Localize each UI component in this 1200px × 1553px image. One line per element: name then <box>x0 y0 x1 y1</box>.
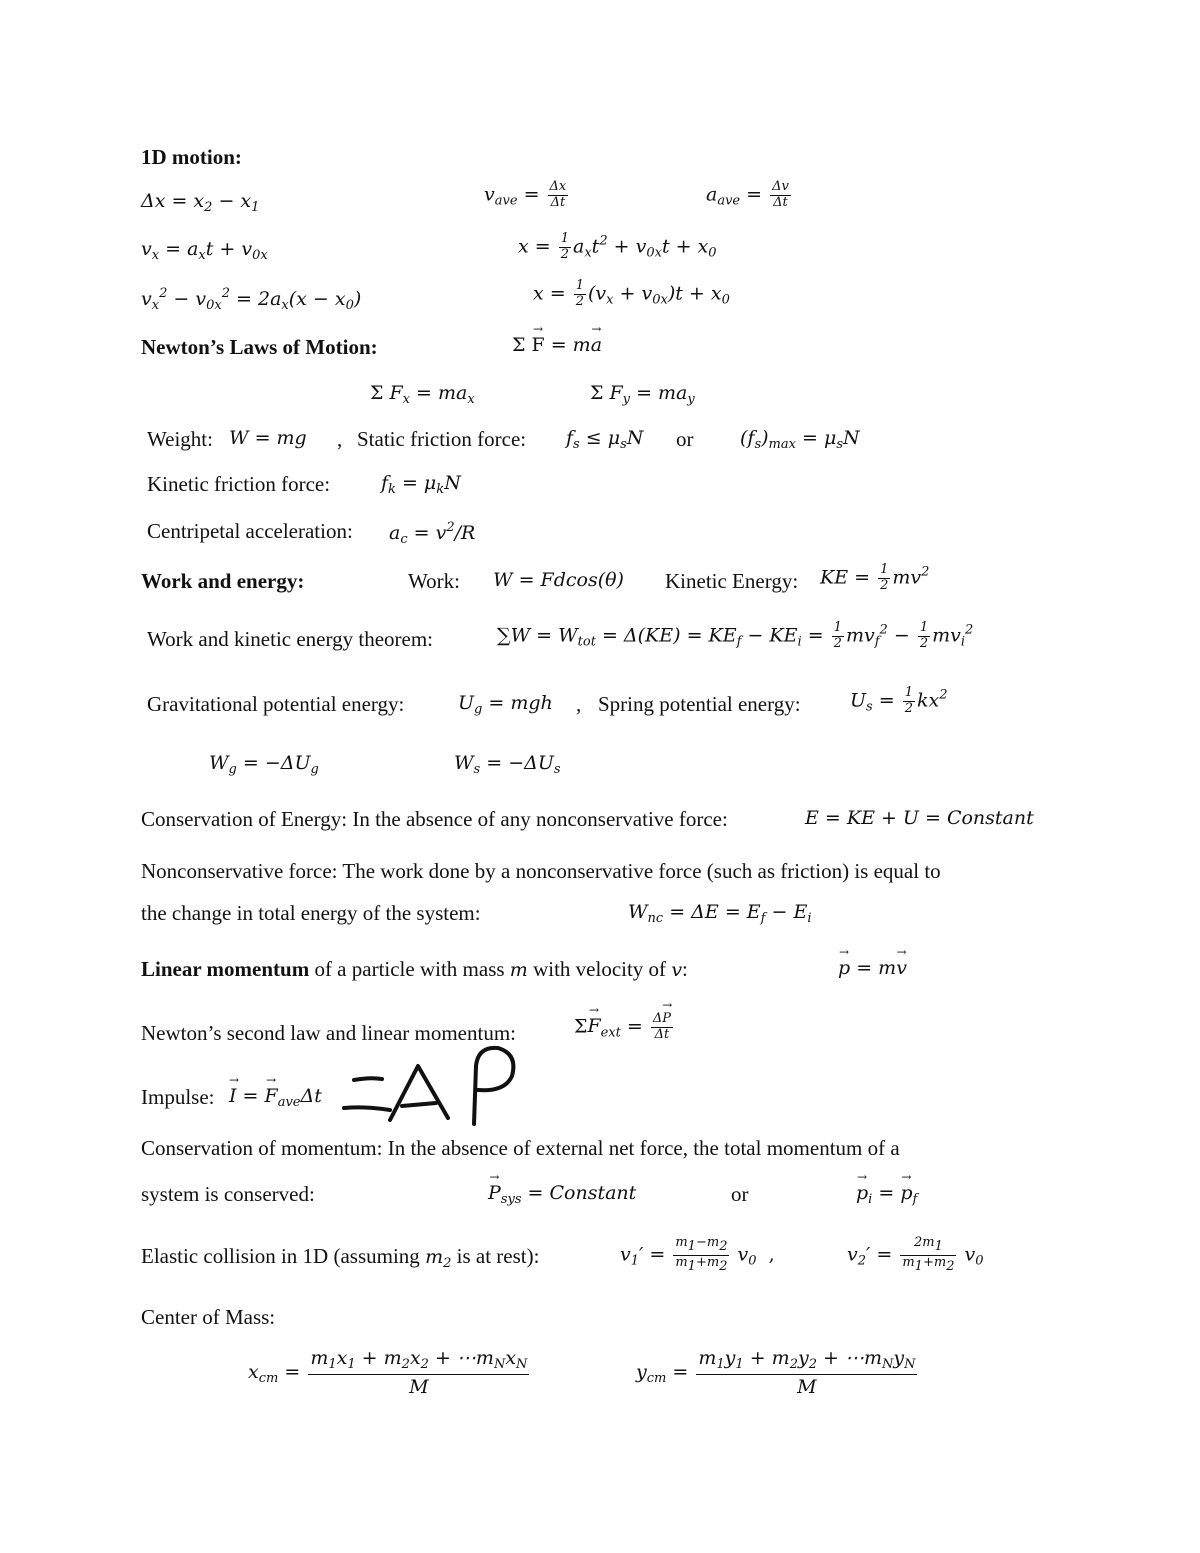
eq-p-initial-final: → $p_i$ = → $p_f$ <box>856 1184 917 1206</box>
eq-elastic-v1: $v_1'$ = $\frac{m_1-m_2}{m_1+m_2}$ $v_0$ , <box>620 1235 775 1274</box>
label-spring-pe: Spring potential energy: <box>598 692 801 716</box>
eq-impulse: → I = → $F_{ave}\Delta t$ <box>229 1087 322 1109</box>
eq-a-average: $a_{ave}$ = $\frac{\Delta v}{\Delta t}$ <box>706 179 789 210</box>
eq-newton-second-law: Σ → F = m→ a <box>512 336 602 355</box>
eq-momentum: → p = m→ v <box>838 959 907 978</box>
eq-work-energy-theorem: $\sum W = W_{tot} = \Delta(KE) = KE_f - KE_i$ = $\frac{1}{2}$ $mv_f^2$ − $\frac{1}{2}$ $mv_i^2$ <box>497 620 974 651</box>
eq-grav-pe: $U_g$ = mgh <box>458 692 553 717</box>
label-centripetal: Centripetal acceleration: <box>147 519 353 543</box>
eq-static-friction-max: $(f_s)_{max} = \mu_sN$ <box>740 427 860 452</box>
label-conservation-energy: Conservation of Energy: In the absence of any nonconservative force: <box>141 807 728 831</box>
eq-kinetic-energy: KE = $\frac{1}{2}$ $mv^2$ <box>820 562 930 593</box>
linear-momentum-line: Linear momentum of a particle with mass m with velocity of v: <box>141 957 688 981</box>
label-conservation-momentum-2: system is conserved: <box>141 1182 315 1206</box>
label-newton-momentum: Newton’s second law and linear momentum: <box>141 1021 516 1045</box>
label-impulse: Impulse: <box>141 1085 215 1109</box>
eq-position-time: x = $\frac{1}{2}$ $a_xt^2 + v_{0x}t + x_0$ <box>518 231 717 262</box>
eq-weight: W = mg <box>229 427 307 449</box>
label-static-friction: Static friction force: <box>357 427 527 451</box>
eq-work-spring: $W_s = -\Delta U_s$ <box>454 752 561 777</box>
label-kinetic-energy: Kinetic Energy: <box>665 569 799 593</box>
eq-centripetal: $a_c = v^2/R$ <box>389 520 476 547</box>
eq-velocity-time: $v_x = a_xt + v_{0x}$ <box>141 238 268 263</box>
comma-separator: , <box>337 427 343 451</box>
eq-position-avg-velocity: x = $\frac{1}{2}$ $(v_x + v_{0x})t + x_0$ <box>533 278 730 309</box>
label-work-energy-theorem: Work and kinetic energy theorem: <box>147 627 433 651</box>
eq-newton-momentum: $\Sigma\to F_{ext}$ = $\frac{\Delta\to P}{\Delta t}$ <box>574 1012 675 1043</box>
handwritten-delta-p-annotation <box>340 1040 530 1130</box>
label-or-2: or <box>731 1182 749 1206</box>
eq-static-friction: $f_s \le \mu_sN$ <box>566 427 644 452</box>
eq-velocity-squared: $v_x^2 - v_{0x}^2 = 2a_x(x - x_0)$ <box>141 286 362 313</box>
heading-newtons-laws: Newton’s Laws of Motion: <box>141 335 378 359</box>
eq-nonconservative-work: $W_{nc} = \Delta E = E_f - E_i$ <box>628 901 812 926</box>
label-kinetic-friction: Kinetic friction force: <box>147 472 331 496</box>
eq-sum-fx: Σ $F_x = ma_x$ <box>370 382 475 407</box>
eq-kinetic-friction: $f_k = \mu_kN$ <box>381 472 461 497</box>
eq-work: W = Fdcos(θ) <box>493 569 624 591</box>
label-conservation-momentum-1: Conservation of momentum: In the absence of external net force, the total momentum of a <box>141 1136 900 1160</box>
eq-work-gravity: $W_g = -\Delta U_g$ <box>209 752 319 777</box>
eq-ycm: $y_{cm}$ = $\frac{m_1y_1 + m_2y_2 + \cdots m_Ny_N}{M}$ <box>636 1347 916 1398</box>
eq-sum-fy: Σ $F_y = ma_y$ <box>590 382 695 407</box>
label-elastic-a: Elastic collision in 1D (assuming <box>141 1244 420 1268</box>
eq-elastic-v2: $v_2'$ = $\frac{2m_1}{m_1+m_2}$ $v_0$ <box>847 1235 984 1274</box>
eq-v-average: $v_{ave}$ = $\frac{\Delta x}{\Delta t}$ <box>484 179 567 210</box>
label-lm-b: with velocity of <box>533 957 667 981</box>
label-grav-pe: Gravitational potential energy: <box>147 692 405 716</box>
label-center-of-mass: Center of Mass: <box>141 1305 276 1329</box>
heading-1d-motion: 1D motion: <box>141 145 242 169</box>
label-weight: Weight: <box>147 427 213 451</box>
label-elastic-b: is at rest): <box>456 1244 540 1268</box>
label-work: Work: <box>408 569 460 593</box>
eq-spring-pe: $U_s$ = $\frac{1}{2}$ $kx^2$ <box>850 685 948 716</box>
heading-work-energy: Work and energy: <box>141 569 305 593</box>
label-nonconservative-2: the change in total energy of the system: <box>141 901 481 925</box>
label-nonconservative-1: Nonconservative force: The work done by a nonconservative force (such as friction) is equal to <box>141 859 941 883</box>
comma-separator-2: , <box>576 692 582 716</box>
eq-psys-constant: → $P_{sys}$ = Constant <box>488 1184 636 1206</box>
eq-xcm: $x_{cm}$ = $\frac{m_1x_1 + m_2x_2 + \cdots m_Nx_N}{M}$ <box>248 1347 528 1398</box>
eq-displacement: $\Delta x = x_2 - x_1$ <box>141 190 260 215</box>
label-or: or <box>676 427 694 451</box>
label-lm-a: of a particle with mass <box>314 957 505 981</box>
elastic-collision-line: Elastic collision in 1D (assuming $m_2$ is at rest): <box>141 1244 540 1271</box>
eq-conservation-energy: E = KE + U = Constant <box>805 807 1034 829</box>
heading-linear-momentum: Linear momentum <box>141 957 310 981</box>
